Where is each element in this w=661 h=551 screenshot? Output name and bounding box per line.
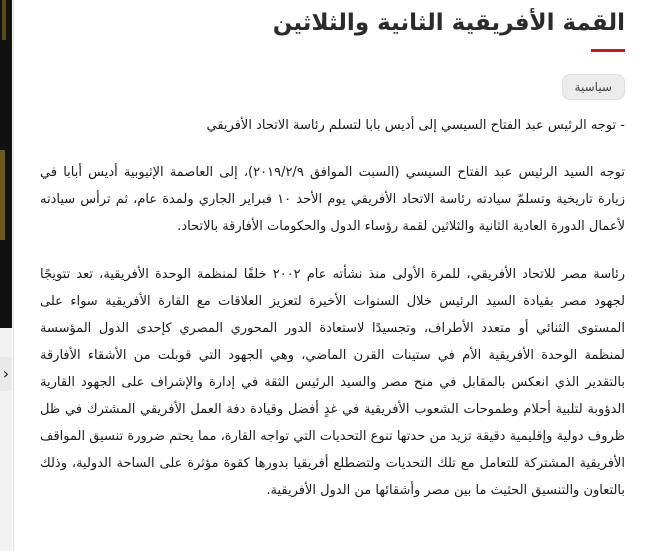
article [40,0,625,504]
title-accent-bar [591,49,625,52]
side-image-detail [0,150,5,240]
side-image-detail [2,0,6,40]
article-paragraph: رئاسة مصر للاتحاد الأفريقي، للمرة الأولى منذ نشأته عام ٢٠٠٢ خلفًا لمنظمة الوحدة الأفريقية، تعد تتويجًا لجهود مصر بقيادة السيد الرئيس خلال السنوات الأخيرة لتعزيز العلاقات مع القارة الأفريقية سواء على المستوى الثنائي أو متعدد الأطراف، وتجسيدًا لاستعادة الدور المحوري المصري كإحدى الدول المؤسسة لمنظمة الوحدة الأفريقية الأم في ستينات القرن الماضي، وهي الجهود التي قوبلت من الأشقاء الأفارقة بالتقدير الذي انعكس بالمقابل في منح مصر والسيد الرئيس الثقة في إدارة والإشراف على الجهود القارية الدؤوبة لتلبية أحلام وطموحات الشعوب الأفريقية في غدٍ أفضل وقيادة دفة العمل الأفريقي المشترك في ظل ظروف دولية وإقليمية دقيقة تزيد من حدتها تنوع التحديات التي تواجه القارة، مما يحتم ضرورة تنسيق المواقف الأفريقية المشتركة للتعامل مع تلك التحديات ولتضطلع أفريقيا بدورها كقوة مؤثرة على الساحة الدولية، وذلك بالتعاون والتنسيق الحثيث ما بين مصر وأشقائها من الدول الأفريقية. [40,267,625,498]
side-image-strip [0,0,12,328]
category-row [40,74,625,100]
category-badge[interactable]: سياسية [562,74,625,100]
next-arrow-icon[interactable]: › [0,357,12,391]
divider [13,0,14,551]
article-lead: - توجه الرئيس عبد الفتاح السيسي إلى أديس بابا لتسلم رئاسة الاتحاد الأفريقي [206,118,625,133]
article-title: القمة الأفريقية الثانية والثلاثين [272,10,625,36]
article-paragraph: توجه السيد الرئيس عبد الفتاح السيسي (السبت الموافق ٢٠١٩/٢/٩)، إلى العاصمة الإثيوبية أديس أبابا في زيارة تاريخية وتسلمّ سيادته رئاسة الاتحاد الأفريقي يوم الأحد ١٠ فبراير الجاري ولمدة عام، ثم ترأس سيادته لأعمال الدورة العادية الثانية والثلاثين لقمة رؤساء الدول والحكومات الأفارقة بالاتحاد. [40,165,625,234]
